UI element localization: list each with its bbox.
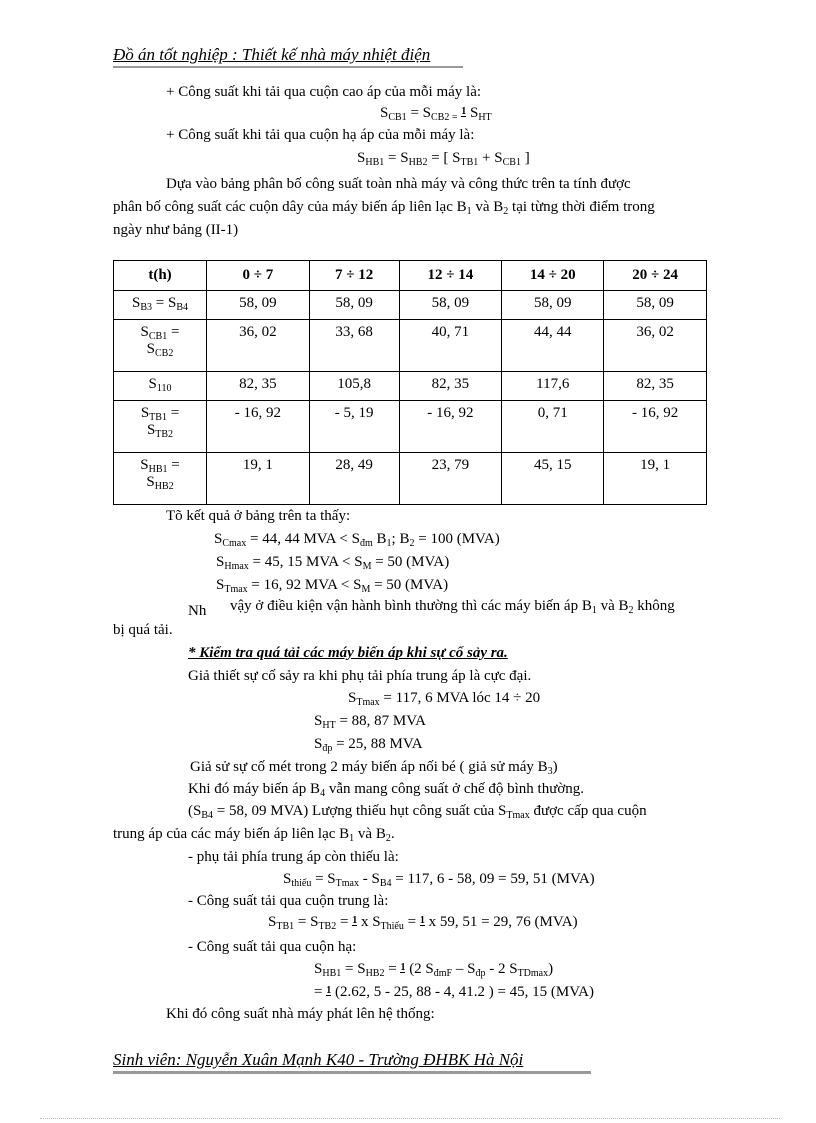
formula-line: = 1 (2.62, 5 - 25, 88 - 4, 41.2 ) = 45, 15 (MVA): [314, 984, 594, 1000]
table-cell: 82, 35: [207, 372, 310, 401]
text-line: Dựa vào bảng phân bố công suất toàn nhà máy và công thức trên ta tính được: [166, 176, 631, 192]
table-row: [114, 372, 707, 401]
text-line: - Công suất tải qua cuộn hạ:: [188, 939, 357, 955]
table-cell: 33, 68: [309, 320, 399, 372]
footer-rule: [113, 1071, 591, 1074]
formula-line: $S_{HT} = 88$, 87 MVA: [314, 713, 426, 731]
text-line: ($S_{B4} = 58$, 09 MVA) Lượng thiếu hụt công suất của $S_{Tmax}$ được cấp qua cuộn: [188, 803, 647, 821]
table-header: 7 ÷ 12: [309, 261, 399, 291]
table-cell: 58, 09: [502, 291, 604, 320]
table-cell: - 16, 92: [604, 401, 707, 453]
table-cell: 58, 09: [309, 291, 399, 320]
table-header: 20 ÷ 24: [604, 261, 707, 291]
table-cell: 58, 09: [604, 291, 707, 320]
section-heading: * Kiểm tra quá tải các máy biến áp khi sự cố sảy ra.: [188, 645, 508, 661]
text-line: Khi đó công suất nhà máy phát lên hệ thống:: [166, 1006, 435, 1022]
table-header: 12 ÷ 14: [399, 261, 502, 291]
table-cell: 117,6: [502, 372, 604, 401]
formula-line: $S_{đp} = 25$, 88 MVA: [314, 736, 423, 754]
table-cell: 44, 44: [502, 320, 604, 372]
fraction: 1: [352, 916, 357, 930]
text-line: + Công suất khi tải qua cuộn cao áp của mỗi máy là:: [166, 84, 482, 100]
row-label: $S_{CB1}$ = $S_{CB2}$: [114, 320, 207, 372]
formula-line: $S_{Tmax} = 16$, 92 MVA < $S_M = 50$ (MVA): [216, 577, 449, 595]
table-cell: 19, 1: [604, 453, 707, 505]
table-header: t(h): [114, 261, 207, 291]
table-cell: 105,8: [309, 372, 399, 401]
formula-scb: $S_{CB1} = S_{CB2 =}$ 1 $S_{HT}$: [380, 105, 492, 123]
table-row: [114, 453, 707, 505]
table-cell: 23, 79: [399, 453, 502, 505]
table-row: [114, 291, 707, 320]
table-cell: 45, 15: [502, 453, 604, 505]
row-label: $S_{HB1}$ = $S_{HB2}$: [114, 453, 207, 505]
formula-shb: $S_{HB1} = S_{HB2}$ = [ $S_{TB1} + S_{CB1}$ ]: [357, 150, 530, 168]
fraction: 1: [461, 107, 466, 121]
text-line: trung áp của các máy biến áp liên lạc $B_1$ và $B_2$.: [113, 826, 395, 844]
table-row: [114, 320, 707, 372]
text-line: phân bố công suất các cuộn dây của máy biến áp liên lạc $B_1$ và $B_2$ tại từng thời điểm trong: [113, 199, 655, 217]
fraction: 1: [400, 963, 405, 977]
table-cell: - 5, 19: [309, 401, 399, 453]
table-cell: 19, 1: [207, 453, 310, 505]
text-line: Khi đó máy biến áp $B_4$ vẫn mang công suất ở chế độ bình thường.: [188, 781, 585, 799]
page-bottom-border: [40, 1118, 780, 1119]
text-line: ngày như bảng (II-1): [113, 222, 239, 238]
table-cell: 58, 09: [399, 291, 502, 320]
formula-line: $S_{Cmax} = 44$, 44 MVA < $S_{đm}$ $B_1$; $B_2 = 100$ (MVA): [214, 531, 500, 549]
formula-line: $S_{HB1} = S_{HB2}$ = 1 (2 $S_{đmF} - S_{đp} - 2$ $S_{TDmax}$): [314, 961, 554, 979]
power-distribution-table: [113, 260, 707, 505]
formula-line: $S_{Hmax} = 45$, 15 MVA < $S_M = 50$ (MVA): [216, 554, 450, 572]
table-header: 0 ÷ 7: [207, 261, 310, 291]
table-cell: 82, 35: [399, 372, 502, 401]
table-row: [114, 401, 707, 453]
table-cell: 40, 71: [399, 320, 502, 372]
table-cell: 36, 02: [207, 320, 310, 372]
table-header: 14 ÷ 20: [502, 261, 604, 291]
text-fragment: Nh: [188, 603, 207, 619]
table-cell: - 16, 92: [207, 401, 310, 453]
header-rule: [113, 66, 463, 68]
page-footer: Sinh viên: Nguyễn Xuân Mạnh K40 - Trường ĐHBK Hà Nội: [113, 1050, 524, 1069]
text-line: Giả sử sự cố mét trong 2 máy biến áp nối bé ( giả sử máy $B_3$): [190, 759, 558, 777]
fraction: 1: [326, 986, 331, 1000]
table-cell: 58, 09: [207, 291, 310, 320]
text-line: - Công suất tải qua cuộn trung là:: [188, 893, 389, 909]
text-line: bị quá tải.: [113, 622, 173, 638]
table-cell: 0, 71: [502, 401, 604, 453]
fraction: 1: [420, 916, 425, 930]
formula-line: $S_{TB1} = S_{TB2}$ = 1 x $S_{Thiếu}$ = 1 x 59, 51 = 29, 76 (MVA): [268, 914, 578, 932]
table-cell: 36, 02: [604, 320, 707, 372]
row-label: $S_{B3} = S_{B4}$: [114, 291, 207, 320]
formula-line: $S_{Tmax} = 117$, 6 MVA lóc 14 ÷ 20: [348, 690, 541, 708]
row-label: $S_{110}$: [114, 372, 207, 401]
table-cell: 82, 35: [604, 372, 707, 401]
text-line: vậy ở điều kiện vận hành bình thường thì các máy biến áp $B_1$ và $B_2$ không: [230, 598, 675, 616]
text-line: + Công suất khi tải qua cuộn hạ áp của mỗi máy là:: [166, 127, 475, 143]
formula-line: $S_{thiếu} = S_{Tmax} - S_{B4} = 117$, 6 - 58, 09 = 59, 51 (MVA): [283, 871, 595, 889]
table-cell: - 16, 92: [399, 401, 502, 453]
text-line: Tõ kết quả ở bảng trên ta thấy:: [166, 508, 351, 524]
page-header: Đồ án tốt nghiệp : Thiết kế nhà máy nhiệt điện: [113, 45, 431, 64]
table-cell: 28, 49: [309, 453, 399, 505]
text-line: - phụ tải phía trung áp còn thiếu là:: [188, 849, 399, 865]
text-line: Giả thiết sự cố sảy ra khi phụ tải phía trung áp là cực đại.: [188, 668, 532, 684]
row-label: $S_{TB1}$ = $S_{TB2}$: [114, 401, 207, 453]
